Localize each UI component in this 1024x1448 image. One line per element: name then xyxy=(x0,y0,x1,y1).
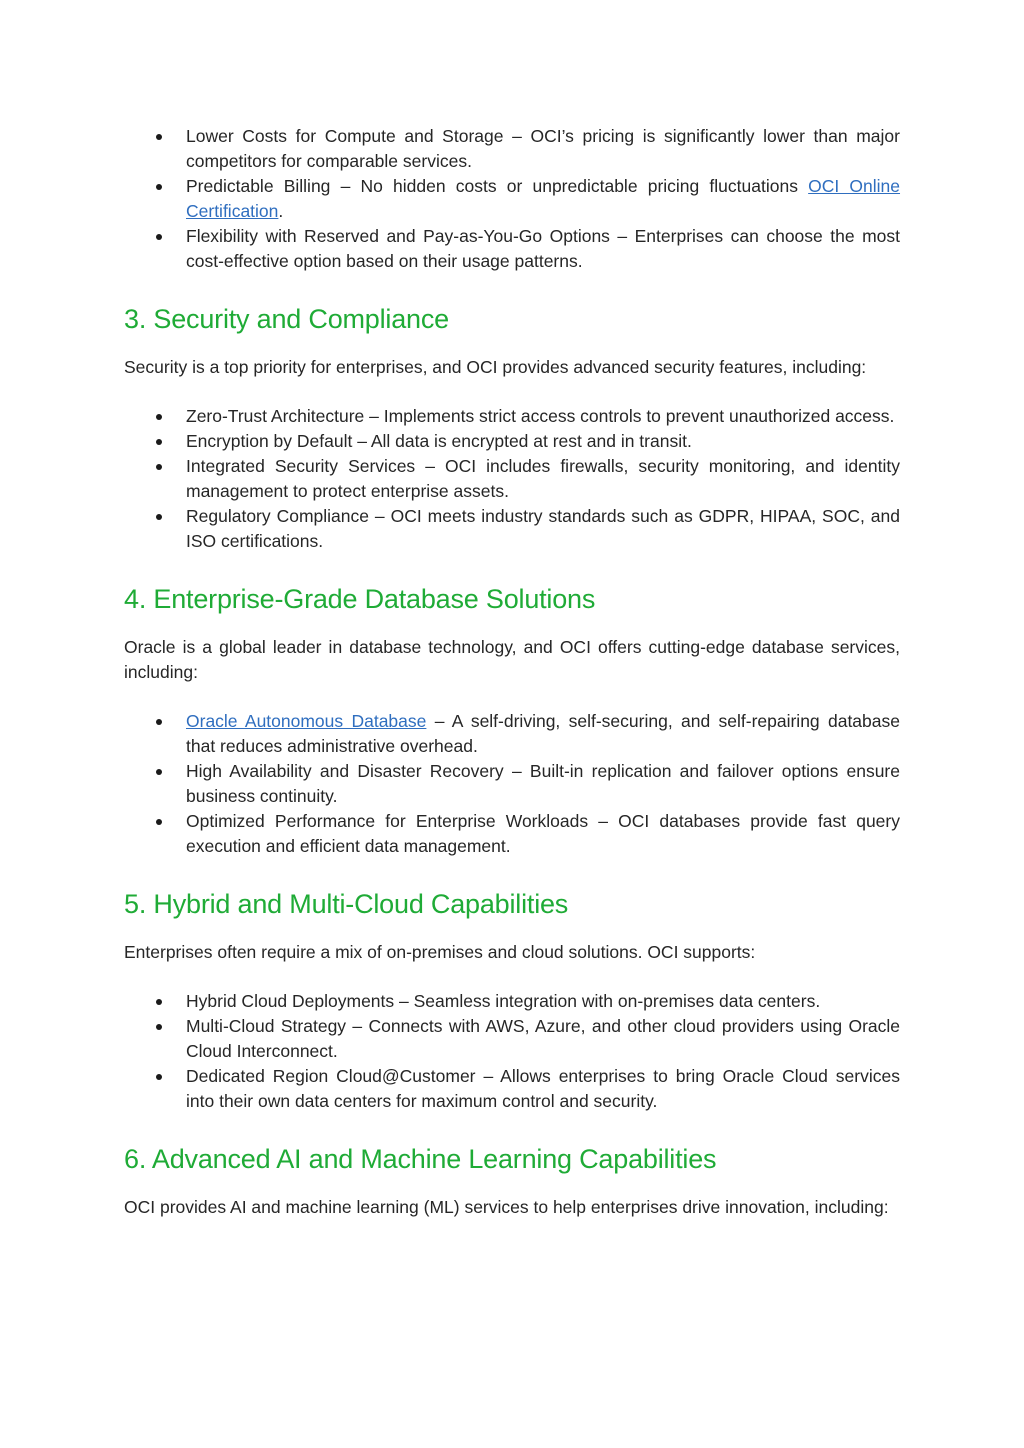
bullet-icon xyxy=(156,769,162,775)
bullet-icon xyxy=(156,719,162,725)
section-heading-ai: 6. Advanced AI and Machine Learning Capabilities xyxy=(124,1144,717,1174)
list-item: Regulatory Compliance – OCI meets industry standards such as GDPR, HIPAA, SOC, and ISO certifications. xyxy=(124,504,900,554)
list-item: Flexibility with Reserved and Pay-as-You-Go Options – Enterprises can choose the most cost-effective option based on their usage patterns. xyxy=(124,224,900,274)
bullet-icon xyxy=(156,134,162,140)
security-features-list xyxy=(124,404,900,554)
section-heading-security: 3. Security and Compliance xyxy=(124,304,449,334)
database-solutions-list xyxy=(124,709,900,859)
section-heading-database: 4. Enterprise-Grade Database Solutions xyxy=(124,584,596,614)
bullet-icon xyxy=(156,999,162,1005)
list-item: Multi-Cloud Strategy – Connects with AWS, Azure, and other cloud providers using Oracle Cloud Interconnect. xyxy=(124,1014,900,1064)
oracle-autonomous-database-link[interactable]: Oracle Autonomous Database xyxy=(186,711,427,731)
oci-online-certification-link[interactable]: OCI Online Certification xyxy=(186,176,901,221)
bullet-icon xyxy=(156,514,162,520)
document-page xyxy=(124,124,900,1220)
list-item: Optimized Performance for Enterprise Workloads – OCI databases provide fast query execution and efficient data management. xyxy=(124,809,900,859)
bullet-icon xyxy=(156,439,162,445)
bullet-icon xyxy=(156,464,162,470)
list-item: Predictable Billing – No hidden costs or unpredictable pricing fluctuations OCI Online Certification. xyxy=(124,174,900,224)
bullet-icon xyxy=(156,1024,162,1030)
section-intro-database: Oracle is a global leader in database technology, and OCI offers cutting-edge database services, including: xyxy=(124,637,900,682)
hybrid-capabilities-list xyxy=(124,989,900,1114)
list-item: Oracle Autonomous Database – A self-driving, self-securing, and self-repairing database that reduces administrative overhead. xyxy=(124,709,900,759)
bullet-icon xyxy=(156,819,162,825)
section-intro-ai: OCI provides AI and machine learning (ML) services to help enterprises drive innovation, including: xyxy=(124,1197,889,1217)
bullet-icon xyxy=(156,234,162,240)
list-item: Integrated Security Services – OCI includes firewalls, security monitoring, and identity management to protect enterprise assets. xyxy=(124,454,900,504)
list-item: High Availability and Disaster Recovery – Built-in replication and failover options ensure business continuity. xyxy=(124,759,900,809)
list-item: Lower Costs for Compute and Storage – OCI’s pricing is significantly lower than major competitors for comparable services. xyxy=(124,124,900,174)
bullet-icon xyxy=(156,184,162,190)
bullet-icon xyxy=(156,1074,162,1080)
section-heading-hybrid: 5. Hybrid and Multi-Cloud Capabilities xyxy=(124,889,569,919)
list-item: Zero-Trust Architecture – Implements strict access controls to prevent unauthorized access. xyxy=(124,404,900,429)
cost-benefits-list xyxy=(124,124,900,274)
list-item: Hybrid Cloud Deployments – Seamless integration with on-premises data centers. xyxy=(124,989,900,1014)
list-item: Dedicated Region Cloud@Customer – Allows enterprises to bring Oracle Cloud services into their own data centers for maximum control and security. xyxy=(124,1064,900,1114)
bullet-icon xyxy=(156,414,162,420)
section-intro-security: Security is a top priority for enterprises, and OCI provides advanced security features, including: xyxy=(124,357,867,377)
list-item: Encryption by Default – All data is encrypted at rest and in transit. xyxy=(124,429,900,454)
section-intro-hybrid: Enterprises often require a mix of on-premises and cloud solutions. OCI supports: xyxy=(124,942,756,962)
